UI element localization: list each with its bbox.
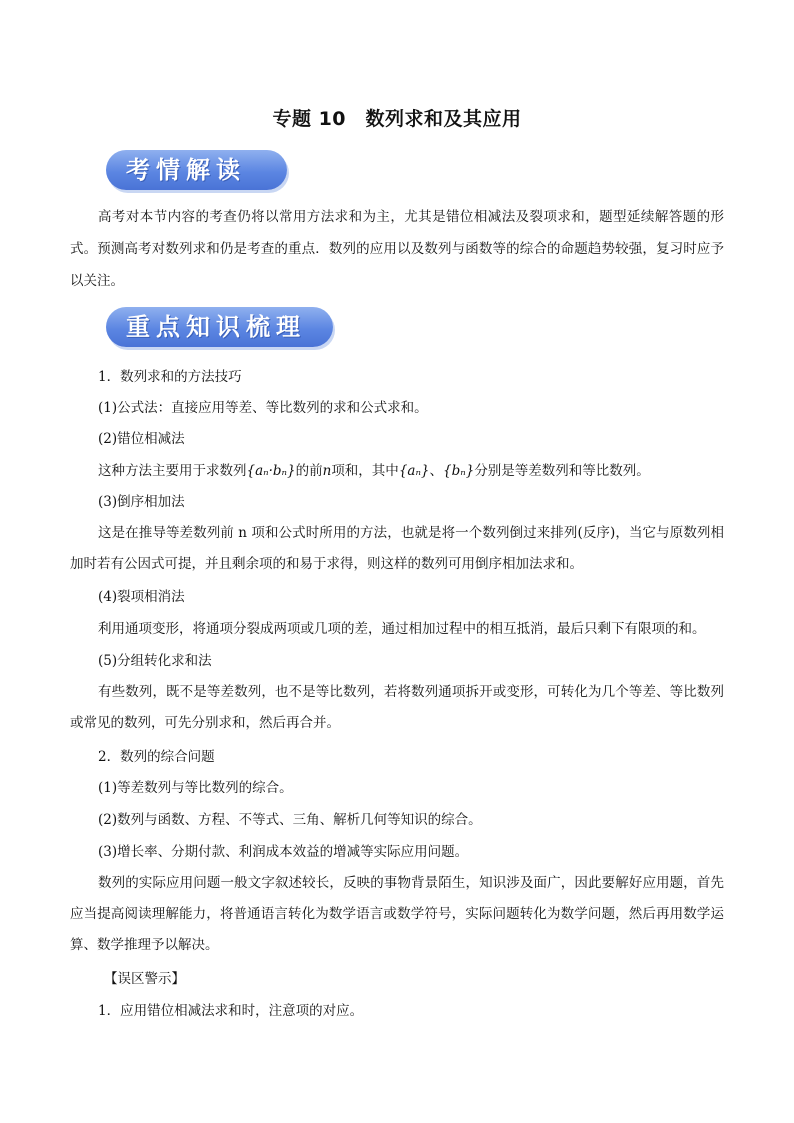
method-split-description: 利用通项变形，将通项分裂成两项或几项的差，通过相加过程中的相互抵消，最后只剩下有限项的和。: [98, 621, 706, 637]
section-banner-key-points: 重点知识梳理: [106, 307, 333, 347]
text-segment: 的前: [295, 463, 323, 479]
math-sequence-b: {bₙ}: [443, 463, 475, 479]
math-n: n: [322, 463, 332, 479]
math-sequence-a: {aₙ}: [398, 463, 430, 479]
page-title: 专题 10 数列求和及其应用: [272, 108, 522, 130]
method-reverse-addition: (3)倒序相加法: [98, 494, 185, 510]
method-reverse-description: 这是在推导等差数列前 n 项和公式时所用的方法，也就是将一个数列倒过来排列(反序)，当它与原数列相加时若有公因式可提，并且剩余项的和易于求得，则这样的数列可用倒序相加法求和。: [70, 525, 724, 572]
text-segment: 、: [429, 463, 444, 479]
text-segment: 项和，其中: [331, 463, 399, 479]
heading-summation-methods: 1．数列求和的方法技巧: [98, 369, 242, 385]
comprehensive-item-1: (1)等差数列与等比数列的综合。: [98, 780, 293, 796]
comprehensive-item-2: (2)数列与函数、方程、不等式、三角、解析几何等知识的综合。: [98, 812, 482, 828]
method-dislocation-subtraction: (2)错位相减法: [98, 431, 185, 447]
comprehensive-description: 数列的实际应用问题一般文字叙述较长，反映的事物背景陌生，知识涉及面广，因此要解好应用题，首先应当提高阅读理解能力，将普通语言转化为数学语言或数学符号，实际问题转化为数学问题，然后再用数学运算、数学推理予以解决。: [70, 875, 724, 953]
text-segment: 分别是等差数列和等比数列。: [474, 463, 650, 479]
math-sequence-product: {aₙ·bₙ}: [246, 463, 296, 479]
text-segment: 这种方法主要用于求数列: [98, 463, 247, 479]
intro-paragraph: 高考对本节内容的考查仍将以常用方法求和为主，尤其是错位相减法及裂项求和，题型延续解答题的形式。预测高考对数列求和仍是考查的重点．数列的应用以及数列与函数等的综合的命题趋势较强，复习时应予以关注。: [70, 209, 724, 289]
section-banner-exam-analysis: 考情解读: [106, 150, 287, 190]
method-group-description: 有些数列，既不是等差数列，也不是等比数列，若将数列通项拆开或变形，可转化为几个等差、等比数列或常见的数列，可先分别求和，然后再合并。: [70, 684, 724, 731]
heading-comprehensive-problems: 2．数列的综合问题: [98, 749, 215, 765]
method-dislocation-description: [98, 461, 738, 481]
method-formula: (1)公式法：直接应用等差、等比数列的求和公式求和。: [98, 400, 428, 416]
comprehensive-item-3: (3)增长率、分期付款、利润成本效益的增减等实际应用问题。: [98, 844, 469, 860]
warning-heading: 【误区警示】: [104, 971, 185, 987]
method-group-transform: (5)分组转化求和法: [98, 653, 212, 669]
method-split-cancel: (4)裂项相消法: [98, 589, 185, 605]
warning-item-1: 1．应用错位相减法求和时，注意项的对应。: [98, 1003, 364, 1019]
